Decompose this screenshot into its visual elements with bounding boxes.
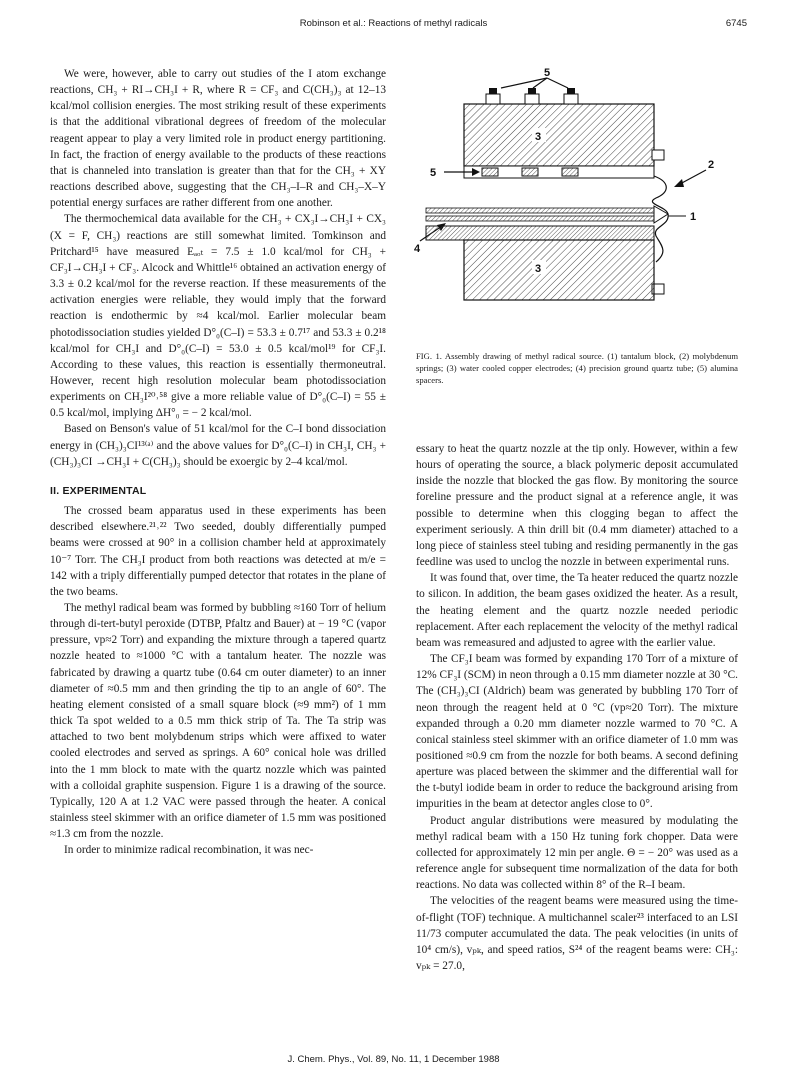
label-5-side: 5 [430,167,437,179]
figure-caption: FIG. 1. Assembly drawing of methyl radical source. (1) tantalum block, (2) molybdenum springs; (3) water cooled copper electrodes; (4) precision ground quartz tube; (5) alumina spacers. [416,351,738,385]
lower-electrode [464,240,654,300]
alumina-spacers-middle [482,168,578,176]
section-heading: II. EXPERIMENTAL [50,484,147,497]
label-2: 2 [708,159,715,171]
paragraph: The thermochemical data available for the CH₃ + CX₃I→CH₃I + CX₃ (X = F, CH₃) reactions are still somewhat limited. Tomkinson and Pritchard¹⁵ have measured Eₐₒₜ = 7.5 ± 1.0 kcal/mol for CH₃ + CF₃I→CH₃I + CF₃. Alcock and Whittle¹⁶ obtained an activation energy of 3.3 ± 0.2 kcal/mol for the reverse reaction. If these measurements of the activation energies were reliable, they would imply that the forward reaction is endothermic by ≈4 kcal/mol. Earlier molecular beam photodissociation studies yielded D°₀(C–I) = 53.3 ± 0.7¹⁷ and 53.3 ± 0.2¹⁸ kcal/mol for CH₃I and D°₀(C–I) = 53.0 ± 0.5 kcal/mol¹⁹ for CF₃I. According to these values, this reaction is essentially thermoneutral. However, recent high resolution molecular beam photodissociation experiments on CH₃I²⁰˒⁵⁸ give a more reliable value of D°₀(C–I) = 55 ± 0.5 kcal/mol, implying ΔH°₀ = − 2 kcal/mol. [50,213,386,420]
label-5-arrows [501,78,568,88]
paragraph: We were, however, able to carry out studies of the I atom exchange reactions, CH₃ + RI→CH₃I + R, where R = CF₃ and C(CH₃)₃ at 12–13 kcal/mol collision energies. The most striking result of these experiments is that the additional vibrational degrees of freedom of the molecular reagent appear to play a very limited role in product energy partitioning. In fact, the fraction of energy available to the products of these reactions that is channeled into translation is greater than that for the CH₃ + XY reactions described above, suggesting that the CH₃–I–R and CH₃–X–Y potential energy surfaces are rather different from one another. [50,68,386,210]
right-column [416,441,738,974]
label-5-top: 5 [544,67,551,79]
paragraph: The CF₃I beam was formed by expanding 170 Torr of a mixture of 12% CF₃I (SCM) in neon through a 0.15 mm diameter nozzle at 30 °C. The (CH₃)₃CI (Aldrich) beam was generated by bubbling 170 Torr of neon through the reagent held at 0 °C (vp≈20 Torr). The mixture expanded through a 0.20 mm diameter nozzle warmed to 70 °C. A conical stainless steel skimmer with an orifice diameter of 1.0 mm was positioned ≈0.9 cm from the nozzle for both beams. A second defining aperture was placed between the skimmer and the differential wall for the t-butyl iodide beam in order to reduce the background arising from impurities in the beam at detector angles close to 0°. [416,653,738,811]
label-2-arrow [680,170,706,184]
label-1: 1 [690,211,697,223]
label-3-upper: 3 [535,131,542,143]
quartz-tube [426,208,654,213]
tantalum-block [654,206,668,223]
running-title: Robinson et al.: Reactions of methyl radicals [299,18,488,29]
upper-electrode [464,104,654,166]
spring-clip-top [652,150,664,160]
lower-plate [426,226,654,240]
paragraph: It was found that, over time, the Ta heater reduced the quartz nozzle to silicon. In addition, the beam gases oxidized the heater. As a result, the heating element and the quartz nozzle needed periodic replacement. After each replacement the velocity of the methyl radical beam was remeasured and adjusted to agree with the earlier value. [416,572,738,649]
left-column [50,66,386,859]
paragraph: essary to heat the quartz nozzle at the tip only. However, within a few hours of operating the source, a black polymeric deposit accumulated inside the nozzle that blocked the gas flow. By monitoring the source foreline pressure and the product signal at a reference angle, it was possible to determine when this clogging began to affect the experiment seriously. A thin drill bit (0.4 mm diameter) attached to a long piece of stainless steel tubing and residing permanently in the gas feedline was used to unclog the nozzle in between experimental runs. [416,443,738,569]
paragraph: In order to minimize radical recombination, it was nec- [64,844,314,857]
page-number: 6745 [725,18,747,29]
source-assembly-drawing [416,66,738,336]
label-3-lower: 3 [535,263,542,275]
figure-1 [416,66,738,336]
paragraph: Product angular distributions were measured by modulating the methyl radical beam with a 150 Hz tuning fork chopper. Data were collected for approximately 12 min per angle. Θ = − 20° was used as a reference angle for subsequent time normalization of the data for both reactions. No data was collected within 8° of the R–I beam. [416,814,738,892]
journal-citation: J. Chem. Phys., Vol. 89, No. 11, 1 December 1988 [287,1054,500,1065]
paragraph: The crossed beam apparatus used in these experiments has been described elsewhere.²¹˒²² Two seeded, doubly differentially pumped beams were crossed at 90° in a collision chamber held at approximately 10⁻⁷ Torr. The CH₃I product from both reactions was detected at m/e = 142 with a triply differentially pumped detector that rotates in the plane of the two beams. [50,505,386,598]
paragraph: Based on Benson's value of 51 kcal/mol for the C–I bond dissociation energy in (CH₃)₃CI¹³⁽ᵃ⁾ and the above values for D°₀(C–I) in CH₃I, CH₃ + (CH₃)₃CI →CH₃I + C(CH₃)₃ should be exoergic by 2–4 kcal/mol. [50,423,386,468]
alumina-spacers-top [486,88,578,104]
paragraph: The velocities of the reagent beams were measured using the time-of-flight (TOF) technique. A multichannel scaler²³ interfaced to an LSI 11/73 computer accumulated the data. The peak velocities (in units of 10⁴ cm/s), vₚₖ, and speed ratios, S²⁴ of the reagent beams were: CH₃: vₚₖ = 27.0, [416,895,738,972]
running-head [40,18,747,32]
label-4: 4 [414,243,421,255]
paragraph: The methyl radical beam was formed by bubbling ≈160 Torr of helium through di-tert-butyl peroxide (DTBP, Pfaltz and Bauer) at − 19 °C (vapor pressure, vp≈2 Torr) and expanding the mixture through a tapered quartz nozzle heated to ≈1000 °C with a tantalum heater. The nozzle was fabricated by drawing a quartz tube (0.64 cm outer diameter) to an inner diameter of ≈0.5 mm and then grinding the tip to an angle of 60°. The heating element consisted of a small square block (≈9 mm²) of 1 mm thick Ta spot welded to a 0.5 mm thick strip of Ta. The Ta strip was attached to two bent molybdenum strips which were affixed to water cooled electrodes and served as springs. A 60° conical hole was drilled into the 1 mm block to mate with the quartz nozzle which was painted with a colloidal graphite suspension. Figure 1 is a drawing of the source. Typically, 120 A at 1.2 VAC were passed through the heater. A conical stainless steel skimmer with an orifice diameter of 1.5 mm was positioned ≈1.3 cm from the nozzle. [50,602,386,841]
